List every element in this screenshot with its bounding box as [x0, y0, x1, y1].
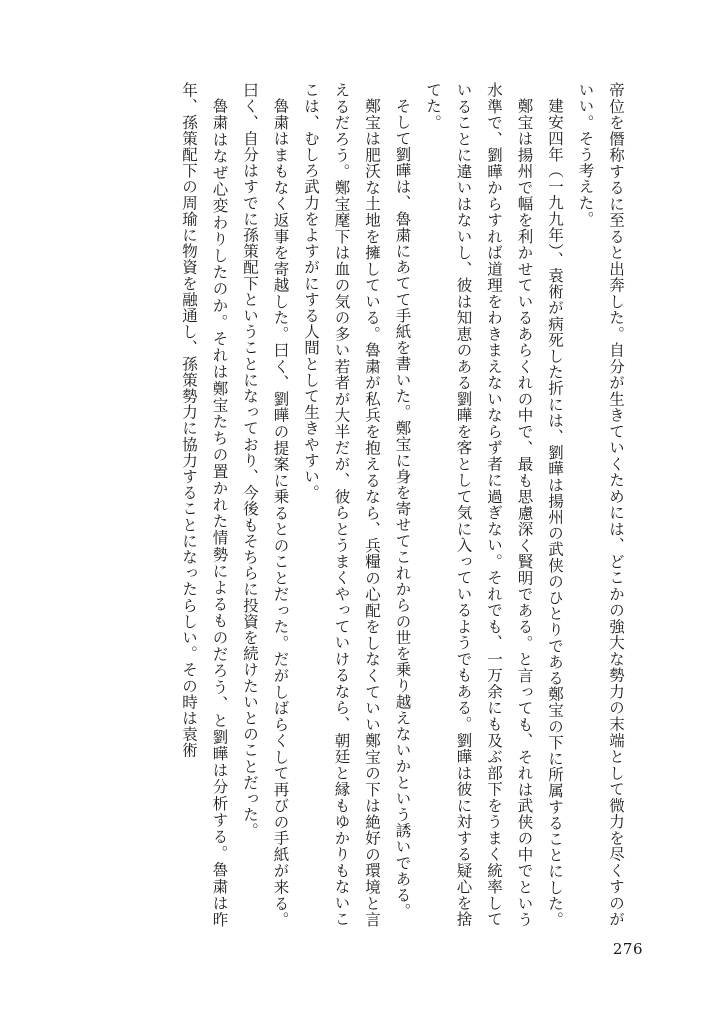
- paragraph: 鄭宝は肥沃な土地を擁している。魯粛が私兵を抱えるなら、兵糧の心配をしなくていい鄭宝の下は絶好の環境と言えるだろう。鄭宝麾下は血の気の多い若者が大半だが、彼らとうまくやっていけるなら、朝廷と縁もゆかりもないここは、むしろ武力をよすがにする人間として生きやすい。: [302, 82, 381, 927]
- paragraph: 鄭宝は揚州で幅を利かせているあらくれの中で、最も思慮深く賢明である。と言っても、それは武侠の中でという水準で、劉曄からすれば道理をわきまえないならず者に過ぎない。それでも、一万余にも及ぶ部下をうまく統率していることに違いはないし、彼は知恵のある劉曄を客として気に入っているようでもある。劉曄は彼に対する疑心を捨てた。: [424, 82, 534, 927]
- paragraph: 魯粛はまもなく返事を寄越した。曰く、劉曄の提案に乗るとのことだった。だがしばらくして再びの手紙が来る。曰く、自分はすでに孫策配下ということになっており、今後もそちらに投資を続けたいとのことだった。: [241, 82, 290, 927]
- page-number: 276: [612, 940, 643, 958]
- vertical-text-body: [71, 82, 631, 927]
- paragraph: そして劉曄は、魯粛にあてて手紙を書いた。鄭宝に身を寄せてこれからの世を乗り越えないかという誘いである。: [393, 97, 412, 919]
- paragraph: 帝位を僭称するに至ると出奔した。自分が生きていくためには、どこかの強大な勢力の末端として微力を尽くすのがいい。そう考えた。: [576, 82, 625, 927]
- paragraph: 魯粛はなぜ心変わりしたのか。それは鄭宝たちの置かれた情勢によるものだろう、と劉曄は分析する。魯粛は昨年、孫策配下の周瑜に物資を融通し、孫策勢力に協力することになったらしい。その時は袁術: [180, 82, 229, 927]
- paragraph: 建安四年（一九九年）、袁術が病死した折には、劉曄は揚州の武侠のひとりである鄭宝の下に所属することにした。: [546, 97, 564, 927]
